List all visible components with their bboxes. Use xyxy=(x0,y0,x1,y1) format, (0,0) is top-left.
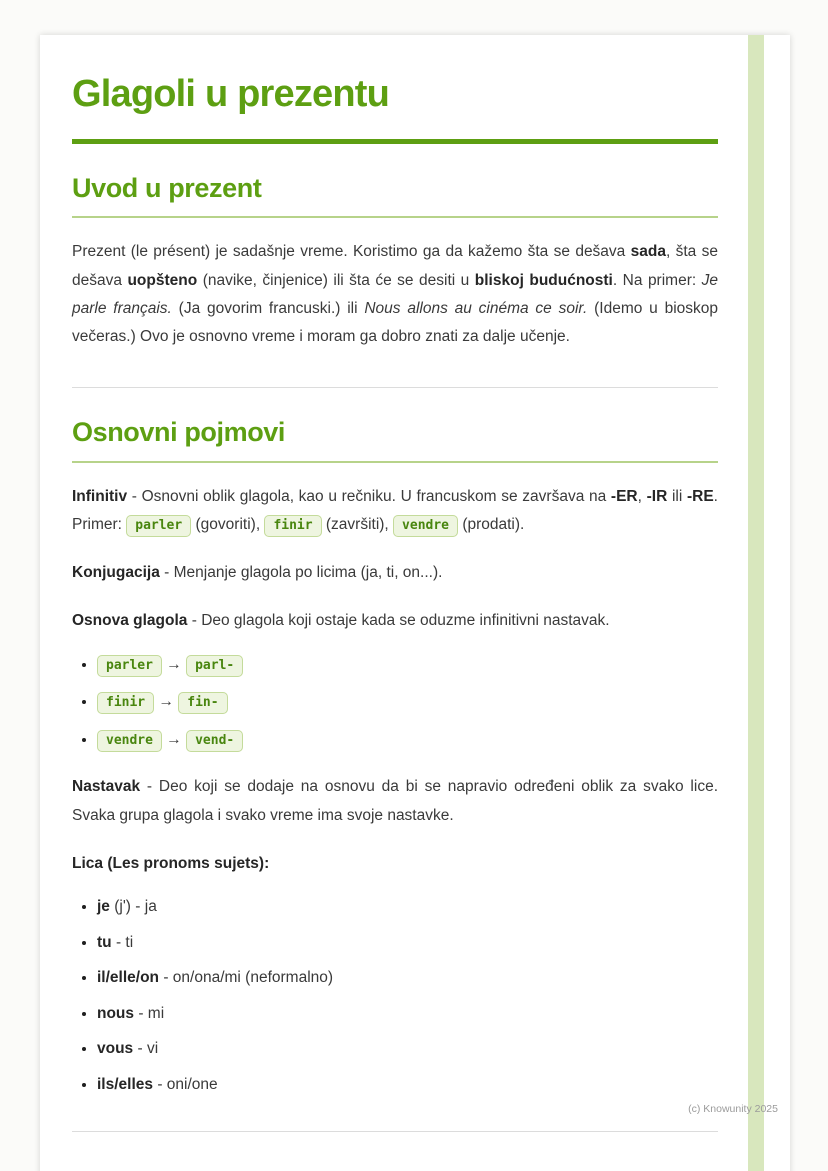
code-token: vendre xyxy=(97,730,162,752)
paragraph-konjugacija xyxy=(72,559,718,587)
pronoun-list-item-je xyxy=(97,893,718,921)
text-segment: -IR xyxy=(646,487,668,505)
text-segment: . Primer: xyxy=(72,487,718,534)
text-segment: . Na primer: xyxy=(612,271,702,289)
text-segment: (prodati). xyxy=(458,516,525,534)
text-segment: - mi xyxy=(134,1004,165,1022)
code-token: parler xyxy=(126,515,191,537)
text-segment: Osnova glagola xyxy=(72,612,188,630)
pronoun-list-item-nous xyxy=(97,1000,718,1028)
section-divider xyxy=(72,1131,718,1132)
text-segment: (j') - ja xyxy=(109,898,157,916)
text-segment: tu xyxy=(97,933,112,951)
code-token: vendre xyxy=(393,515,458,537)
paragraph-nastavak xyxy=(72,773,718,829)
text-segment: ili xyxy=(667,487,687,505)
text-segment: Konjugacija xyxy=(72,564,160,582)
pronoun-list-item-il-elle-on xyxy=(97,964,718,992)
text-segment: → xyxy=(161,655,187,673)
text-segment: Prezent (le présent) je sadašnje vreme. Koristimo ga da kažemo šta se dešava xyxy=(72,243,631,261)
text-segment: → xyxy=(154,693,179,711)
text-segment: Infinitiv xyxy=(72,487,128,505)
section-uvod-u-prezent xyxy=(72,174,718,352)
section-heading-osnovni: Osnovni pojmovi xyxy=(72,417,286,448)
title-rule xyxy=(72,139,718,144)
text-segment: , xyxy=(637,487,647,505)
section-heading-rule xyxy=(72,216,718,218)
page-title: Glagoli u prezentu xyxy=(72,73,390,115)
text-segment: nous xyxy=(97,1004,135,1022)
code-token: vend- xyxy=(186,730,243,752)
text-segment: sada xyxy=(630,243,666,261)
text-segment: Nastavak xyxy=(72,778,141,796)
text-segment: - on/ona/mi (neformalno) xyxy=(159,969,334,987)
text-segment: (navike, činjenice) ili šta će se desiti u xyxy=(197,271,475,289)
text-segment: il/elle/on xyxy=(97,969,160,987)
stem-list xyxy=(72,651,718,754)
pronoun-list-item-tu xyxy=(97,929,718,957)
text-segment: - ti xyxy=(111,933,134,951)
pronoun-list xyxy=(72,893,718,1098)
code-token: finir xyxy=(264,515,321,537)
text-segment: - oni/one xyxy=(153,1075,218,1093)
text-segment: Lica (Les pronoms sujets): xyxy=(72,854,270,872)
paragraph-lica xyxy=(72,850,718,878)
text-segment: , šta se dešava xyxy=(72,243,718,289)
document-content xyxy=(40,35,790,1132)
text-segment: (Idemo u bioskop večeras.) Ovo je osnovno vreme i moram ga dobro znati za dalje učenje. xyxy=(72,299,718,345)
text-segment: ils/elles xyxy=(97,1075,154,1093)
text-segment: (govoriti), xyxy=(191,516,265,534)
text-segment: - Osnovni oblik glagola, kao u rečniku. U francuskom se završava na xyxy=(127,487,611,505)
document-page xyxy=(40,35,790,1171)
text-segment: je xyxy=(97,898,110,916)
pronoun-list-item-ils-elles xyxy=(97,1071,718,1099)
section-heading-uvod: Uvod u prezent xyxy=(72,172,262,203)
code-token: parl- xyxy=(186,655,243,677)
text-segment: bliskoj budućnosti xyxy=(474,271,613,289)
code-token: fin- xyxy=(178,692,227,714)
stem-list-item-parler xyxy=(97,651,718,679)
section-heading-rule xyxy=(72,461,718,463)
text-segment: -RE xyxy=(686,487,714,505)
copyright-note: (c) Knowunity 2025 xyxy=(688,1103,778,1115)
code-token: finir xyxy=(97,692,154,714)
paragraph-infinitiv xyxy=(72,483,718,539)
text-segment: (završiti), xyxy=(321,516,394,534)
paragraph-osnova-glagola xyxy=(72,607,718,635)
text-segment: - vi xyxy=(133,1040,159,1058)
text-segment: Nous allons au cinéma ce soir. xyxy=(364,299,588,317)
text-segment: Je parle français. xyxy=(72,271,719,317)
text-segment: - Menjanje glagola po licima (ja, ti, on...). xyxy=(159,564,443,582)
intro-paragraph xyxy=(72,238,718,351)
text-segment: → xyxy=(161,730,187,748)
section-divider xyxy=(72,387,718,388)
stem-list-item-finir xyxy=(97,688,718,716)
pronoun-list-item-vous xyxy=(97,1035,718,1063)
code-token: parler xyxy=(97,655,162,677)
text-segment: - Deo glagola koji ostaje kada se oduzme infinitivni nastavak. xyxy=(187,612,610,630)
stem-list-item-vendre xyxy=(97,726,718,754)
text-segment: -ER xyxy=(610,487,638,505)
section-osnovni-pojmovi xyxy=(72,418,718,1131)
text-segment: (Ja govorim francuski.) ili xyxy=(171,299,365,317)
text-segment: - Deo koji se dodaje na osnovu da bi se napravio određeni oblik za svako lice. Svaka grupa glagola i svako vreme ima svoje nastavke. xyxy=(72,778,718,824)
text-segment: uopšteno xyxy=(127,271,198,289)
text-segment: vous xyxy=(97,1040,134,1058)
